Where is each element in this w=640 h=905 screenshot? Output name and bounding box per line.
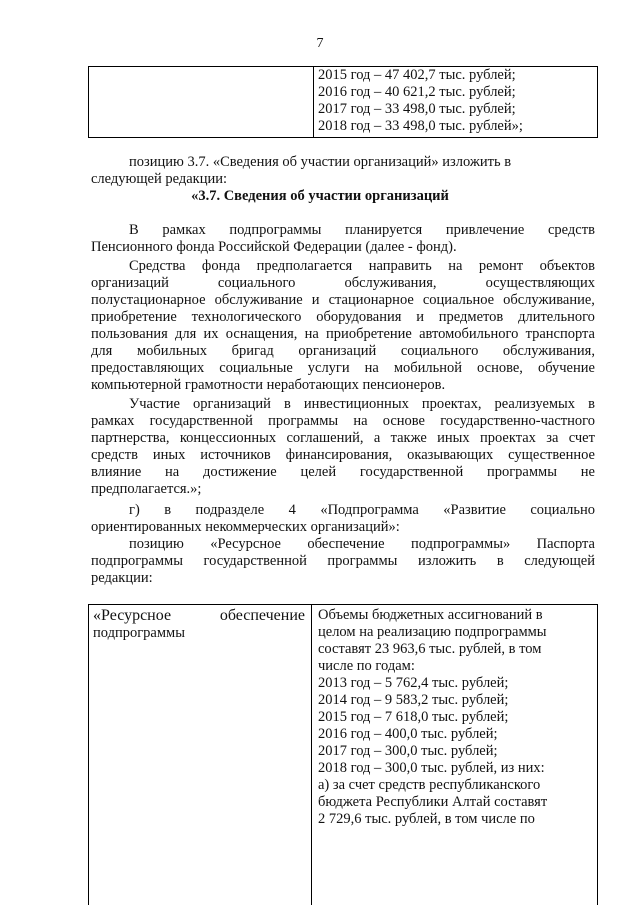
word: государственной <box>203 553 307 569</box>
table-cell-line: 2 729,6 тыс. рублей, в том числе по <box>318 811 535 827</box>
word: в <box>164 502 172 518</box>
word: мобильной <box>393 360 463 376</box>
word: приобретение <box>326 326 412 342</box>
word: технологического <box>191 309 302 325</box>
word: оборудования <box>316 309 402 325</box>
word: пользования <box>91 326 168 342</box>
word: счет <box>568 430 595 446</box>
word: позицию <box>129 536 184 552</box>
word: на <box>364 360 379 376</box>
word: и <box>416 309 424 325</box>
table-cell-line: 2016 год – 400,0 тыс. рублей; <box>318 726 498 742</box>
word: на <box>353 413 368 429</box>
word: длительного <box>518 309 595 325</box>
text-line-content: позицию 3.7. «Сведения об участии организаций» изложить в <box>129 154 512 170</box>
word: на <box>165 464 180 480</box>
word: обучение <box>537 360 595 376</box>
text-line: следующей редакции: <box>91 171 228 187</box>
word: полустационарное <box>91 292 206 308</box>
word: Участие <box>129 396 180 412</box>
word: направить <box>368 258 432 274</box>
word: для <box>91 343 113 359</box>
text-line <box>91 430 595 447</box>
word: обслуживания, <box>502 343 595 359</box>
word: обеспечение <box>219 607 305 624</box>
table-cell-line: а) за счет средств республиканского <box>318 777 541 793</box>
word: иных <box>437 430 470 446</box>
word: подпрограммы <box>91 553 183 569</box>
word: фонда <box>201 258 241 274</box>
word: государственной <box>149 413 253 429</box>
word: достижение <box>202 464 277 480</box>
word: организаций <box>91 275 169 291</box>
text-line <box>91 413 595 430</box>
word: «Ресурсное <box>93 607 172 624</box>
word: целей <box>300 464 337 480</box>
word: а <box>373 430 381 446</box>
word: финансирования, <box>285 447 393 463</box>
word: приобретение <box>91 309 177 325</box>
text-line <box>91 553 595 570</box>
word: планируется <box>345 222 423 238</box>
word: социальное <box>422 292 495 308</box>
word: подпрограммы <box>229 222 322 238</box>
word: обслуживания, <box>344 275 437 291</box>
word: и <box>311 292 320 308</box>
word: стационарное <box>328 292 414 308</box>
word: для <box>175 326 197 342</box>
word: влияние <box>91 464 142 480</box>
text-line: компьютерной грамотности неработающих пенсионеров. <box>91 377 446 393</box>
text-line <box>91 154 595 171</box>
table-cell-line: подпрограммы <box>93 625 185 641</box>
word: 4 <box>288 502 296 518</box>
word: Средства <box>129 258 186 274</box>
word: на <box>448 258 463 274</box>
text-line <box>91 360 595 377</box>
word: за <box>546 430 559 446</box>
word: «Подпрограмма <box>320 502 419 518</box>
word: Паспорта <box>536 536 595 552</box>
page-number: 7 <box>316 36 324 51</box>
word: подпрограммы» <box>411 536 511 552</box>
resource-support-table <box>88 604 598 905</box>
table-right-cell <box>318 67 523 135</box>
word: партнерства, <box>91 430 170 446</box>
text-line <box>91 447 595 464</box>
text-line: предполагается.»; <box>91 481 202 497</box>
word: ремонт <box>478 258 524 274</box>
table-right-cell <box>318 607 588 828</box>
word: социальные <box>219 360 293 376</box>
text-line: редакции: <box>91 570 153 586</box>
word: «Развитие <box>443 502 506 518</box>
word: основе, <box>477 360 523 376</box>
table-cell-line: бюджета Республики Алтай составят <box>318 794 548 810</box>
word: бригад <box>231 343 274 359</box>
table-cell-line: 2017 год – 300,0 тыс. рублей; <box>318 743 498 759</box>
table-cell-line: составят 23 963,6 тыс. рублей, в том <box>318 641 542 657</box>
text-line <box>91 502 595 519</box>
word: обслуживание, <box>503 292 595 308</box>
word: объектов <box>539 258 595 274</box>
word: в <box>283 396 291 412</box>
word: организаций <box>298 343 377 359</box>
text-line <box>91 343 595 360</box>
word: государственно-частного <box>440 413 595 429</box>
word: следующей <box>524 553 595 569</box>
text-line: Пенсионного фонда Российской Федерации (далее - фонд). <box>91 239 457 255</box>
paragraph-resource-position <box>91 536 595 587</box>
table-left-cell <box>93 607 305 642</box>
table-cell-line: 2013 год – 5 762,4 тыс. рублей; <box>318 675 509 691</box>
word: программы <box>327 553 398 569</box>
table-column-divider <box>311 605 312 905</box>
word: также <box>390 430 427 446</box>
paragraph-subsection-4 <box>91 502 595 536</box>
word: осуществляющих <box>485 275 595 291</box>
word: основе <box>382 413 425 429</box>
text-line <box>91 258 595 275</box>
table-cell-line: числе по годам: <box>318 658 415 674</box>
word: проектах <box>479 430 536 446</box>
text-line <box>91 222 595 239</box>
text-line <box>91 536 595 553</box>
word: социально <box>530 502 595 518</box>
word: социального <box>217 275 296 291</box>
word: «Ресурсное <box>210 536 281 552</box>
word: программы <box>268 413 339 429</box>
word: рамках <box>91 413 135 429</box>
text-line <box>91 464 595 481</box>
word: оснащения, <box>225 326 298 342</box>
word: мобильных <box>136 343 208 359</box>
word: программы <box>486 464 557 480</box>
text-line <box>91 275 595 292</box>
paragraph-participation <box>91 396 595 498</box>
word: проектах, <box>421 396 482 412</box>
table-row-line: 2018 год – 33 498,0 тыс. рублей»; <box>318 118 523 134</box>
text-line <box>91 326 595 343</box>
word: не <box>580 464 595 480</box>
funding-table-continued <box>88 66 598 138</box>
word: предоставляющих <box>91 360 205 376</box>
table-row-line: 2017 год – 33 498,0 тыс. рублей; <box>318 101 516 117</box>
word: их <box>203 326 219 342</box>
word: оказывающих <box>407 447 494 463</box>
paragraph-fund <box>91 222 595 256</box>
word: реализуемых <box>494 396 576 412</box>
word: транспорта <box>525 326 595 342</box>
table-row-line: 2015 год – 47 402,7 тыс. рублей; <box>318 67 516 83</box>
word: предполагается <box>256 258 353 274</box>
paragraph-fund-usage <box>91 258 595 394</box>
word: рамках <box>162 222 206 238</box>
word: соглашений, <box>286 430 364 446</box>
word: средств <box>548 222 595 238</box>
table-column-divider <box>313 67 314 137</box>
word: в <box>588 396 595 412</box>
text-line <box>91 309 595 326</box>
word: концессионных <box>179 430 277 446</box>
word: социального <box>400 343 479 359</box>
table-cell-line: Объемы бюджетных ассигнований в <box>318 607 543 623</box>
word: предметов <box>438 309 504 325</box>
word: г) <box>129 502 140 518</box>
word: в <box>496 553 504 569</box>
word: привлечение <box>445 222 525 238</box>
word: организаций <box>193 396 271 412</box>
table-cell-line: 2018 год – 300,0 тыс. рублей, из них: <box>318 760 545 776</box>
word: существенное <box>508 447 595 463</box>
word: средств <box>91 447 138 463</box>
table-cell-line: 2014 год – 9 583,2 тыс. рублей; <box>318 692 509 708</box>
text-line: ориентированных некоммерческих организаций»: <box>91 519 400 535</box>
word: обеспечение <box>307 536 385 552</box>
word: на <box>304 326 319 342</box>
word: автомобильного <box>419 326 519 342</box>
table-cell-line <box>93 607 305 625</box>
table-cell-line: целом на реализацию подпрограммы <box>318 624 547 640</box>
table-row-line: 2016 год – 40 621,2 тыс. рублей; <box>318 84 516 100</box>
text-line <box>91 292 595 309</box>
section-heading: «3.7. Сведения об участии организаций <box>191 188 449 204</box>
table-cell-line: 2015 год – 7 618,0 тыс. рублей; <box>318 709 509 725</box>
word: иных <box>152 447 186 463</box>
word: В <box>129 222 139 238</box>
word: услуги <box>307 360 350 376</box>
word: инвестиционных <box>303 396 409 412</box>
word: обслуживание <box>214 292 303 308</box>
word: изложить <box>417 553 477 569</box>
paragraph-position-3-7 <box>91 154 595 188</box>
text-line <box>91 396 595 413</box>
word: источников <box>200 447 271 463</box>
word: подразделе <box>195 502 265 518</box>
word: государственной <box>359 464 464 480</box>
